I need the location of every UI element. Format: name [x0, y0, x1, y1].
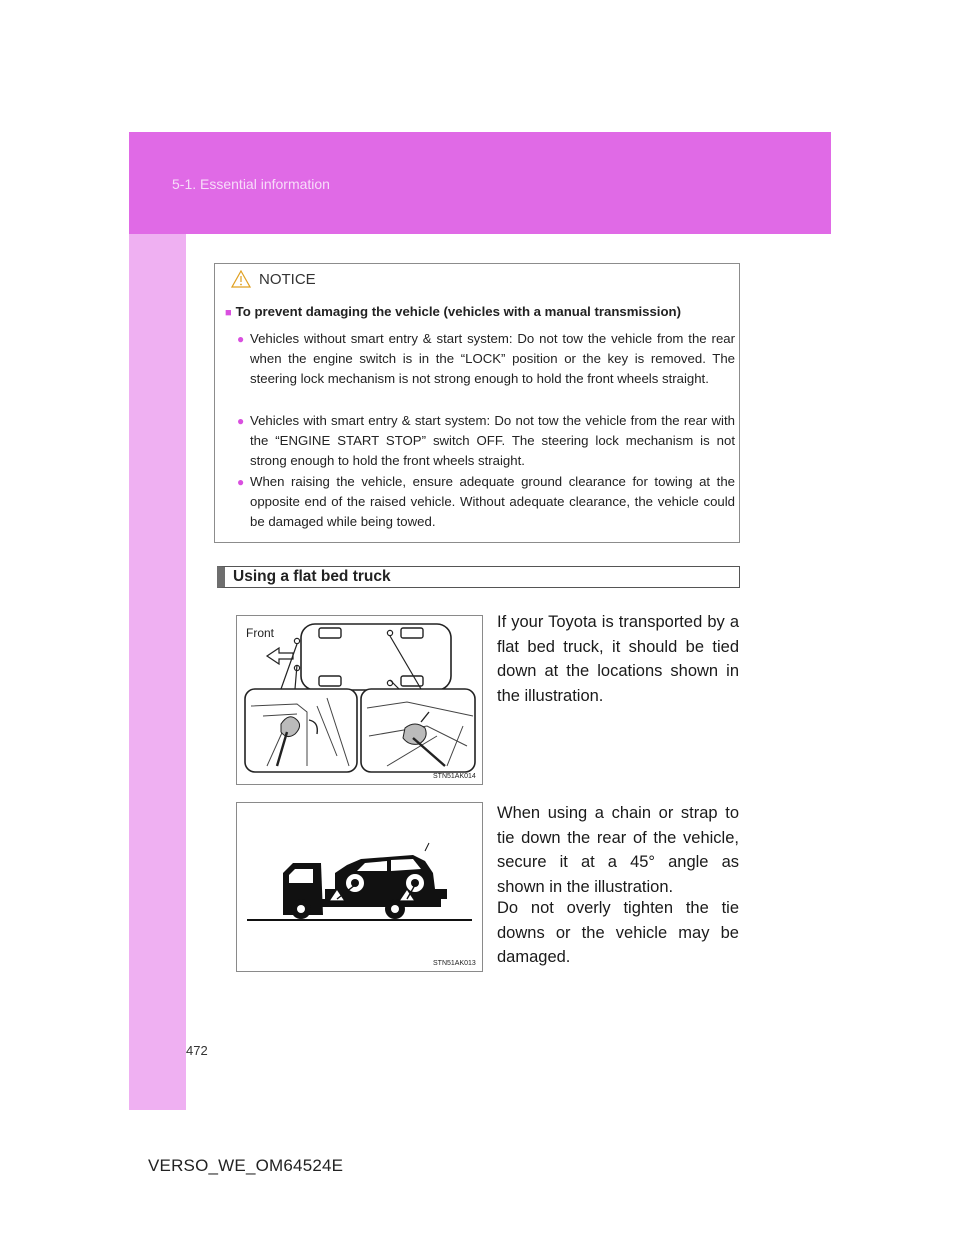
section-label: 5-1. Essential information — [172, 176, 330, 192]
notice-bullet — [237, 329, 735, 389]
front-label: Front — [246, 626, 275, 640]
notice-box — [214, 263, 740, 543]
body-paragraph: When using a chain or strap to tie down the rear of the vehicle, secure it at a 45° angle as shown in the illustration. — [497, 804, 739, 896]
notice-bullet-text: When raising the vehicle, ensure adequate ground clearance for towing at the opposite end of the raised vehicle. Without adequate clearance, the vehicle could be damaged while being towed. — [250, 474, 735, 529]
section-heading — [217, 566, 740, 588]
notice-title-row — [231, 270, 316, 288]
tiedown-drawing — [237, 616, 482, 784]
figure-code: STN51AK014 — [433, 773, 476, 780]
notice-bullet-text: Vehicles with smart entry & start system: Do not tow the vehicle from the rear with the “ENGINE START STOP” switch OFF. The steering lock mechanism is not strong enough to hold the front wheels straight. — [250, 413, 735, 468]
tiedown-illustration — [236, 615, 483, 785]
notice-heading — [225, 304, 733, 319]
warning-triangle-icon — [231, 270, 251, 288]
notice-title: NOTICE — [259, 270, 316, 288]
figure-code: STN51AK013 — [433, 960, 476, 967]
notice-heading-text: To prevent damaging the vehicle (vehicles with a manual transmission) — [235, 304, 681, 319]
section-heading-text: Using a flat bed truck — [233, 568, 391, 585]
bullet-dot-icon: ● — [237, 332, 245, 346]
bullet-dot-icon: ● — [237, 475, 245, 489]
notice-bullet — [237, 472, 735, 532]
notice-bullet-text: Vehicles without smart entry & start system: Do not tow the vehicle from the rear when the engine switch is in the “LOCK” position or the key is removed. The steering lock mechanism is not strong enough to hold the front wheels straight. — [250, 331, 735, 386]
document-code: VERSO_WE_OM64524E — [148, 1156, 344, 1175]
truck-drawing — [237, 803, 482, 971]
truck-illustration — [236, 802, 483, 972]
square-bullet-icon: ■ — [225, 307, 232, 319]
page-number: 472 — [186, 1043, 208, 1058]
notice-bullet — [237, 411, 735, 471]
body-paragraph: Do not overly tighten the tie downs or the vehicle may be damaged. — [497, 899, 739, 966]
side-strip — [129, 234, 186, 1110]
body-paragraph: If your Toyota is transported by a flat bed truck, it should be tied down at the locations shown in the illustration. — [497, 613, 739, 705]
bullet-dot-icon: ● — [237, 414, 245, 428]
